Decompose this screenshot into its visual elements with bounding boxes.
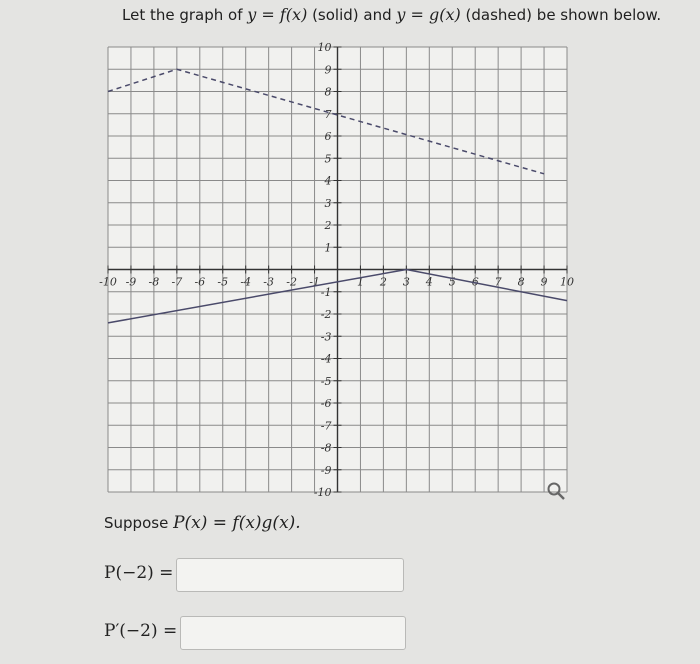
x-tick-label: -10 [99,275,117,289]
x-tick-label: 2 [379,275,387,289]
y-tick-label: -3 [320,330,332,344]
x-tick-label: 9 [540,275,548,289]
x-tick-label: -9 [125,275,137,289]
y-tick-label: 10 [317,41,332,54]
x-tick-label: -6 [194,275,206,289]
y-tick-label: 4 [324,174,332,188]
answer-input-p[interactable] [176,558,404,592]
magnifier-icon[interactable] [545,480,567,502]
prompt-text: Let the graph of y = f(x) (solid) and y = g(x) (dashed) be shown below. [122,5,662,24]
x-tick-label: -8 [148,275,160,289]
x-tick-label: 3 [402,275,410,289]
y-tick-label: 7 [324,107,332,121]
y-tick-label: -7 [320,419,332,433]
x-tick-label: -3 [263,275,275,289]
x-tick-label: 10 [560,275,574,289]
x-tick-label: 1 [356,275,364,289]
question-text: Suppose P(x) = f(x)g(x). [104,513,301,533]
x-tick-label: 4 [425,275,433,289]
x-tick-label: -7 [171,275,183,289]
x-tick-label: -5 [217,275,229,289]
y-tick-label: -2 [320,308,332,321]
answer-label-p: P(−2) = [104,563,174,583]
x-tick-label: 6 [471,275,479,289]
y-tick-label: -6 [320,397,332,410]
x-tick-label: -4 [240,275,252,289]
answer-label-p-prime: P′(−2) = [104,621,178,641]
y-tick-label: -8 [320,441,332,455]
y-tick-label: -10 [313,486,332,499]
x-tick-label: 7 [494,275,502,289]
f-expression: y = f(x) [247,5,308,24]
y-tick-label: -9 [320,463,332,477]
x-tick-label: -1 [309,275,320,289]
y-tick-label: 3 [324,196,332,210]
y-tick-label: -1 [320,285,332,299]
y-tick-label: -4 [320,352,332,366]
y-tick-label: 6 [324,130,332,143]
p-definition: P(x) = f(x)g(x). [173,513,301,533]
g-expression: y = g(x) [396,5,461,24]
y-tick-label: 1 [324,241,332,255]
x-tick-label: 5 [448,275,456,289]
y-tick-label: 5 [324,152,332,166]
y-tick-label: 8 [324,85,332,99]
y-tick-label: -5 [320,374,332,388]
y-tick-label: 9 [324,63,332,77]
x-tick-label: -2 [286,275,297,289]
y-tick-label: 2 [324,219,332,232]
x-tick-label: 8 [517,275,525,289]
answer-input-p-prime[interactable] [180,616,406,650]
